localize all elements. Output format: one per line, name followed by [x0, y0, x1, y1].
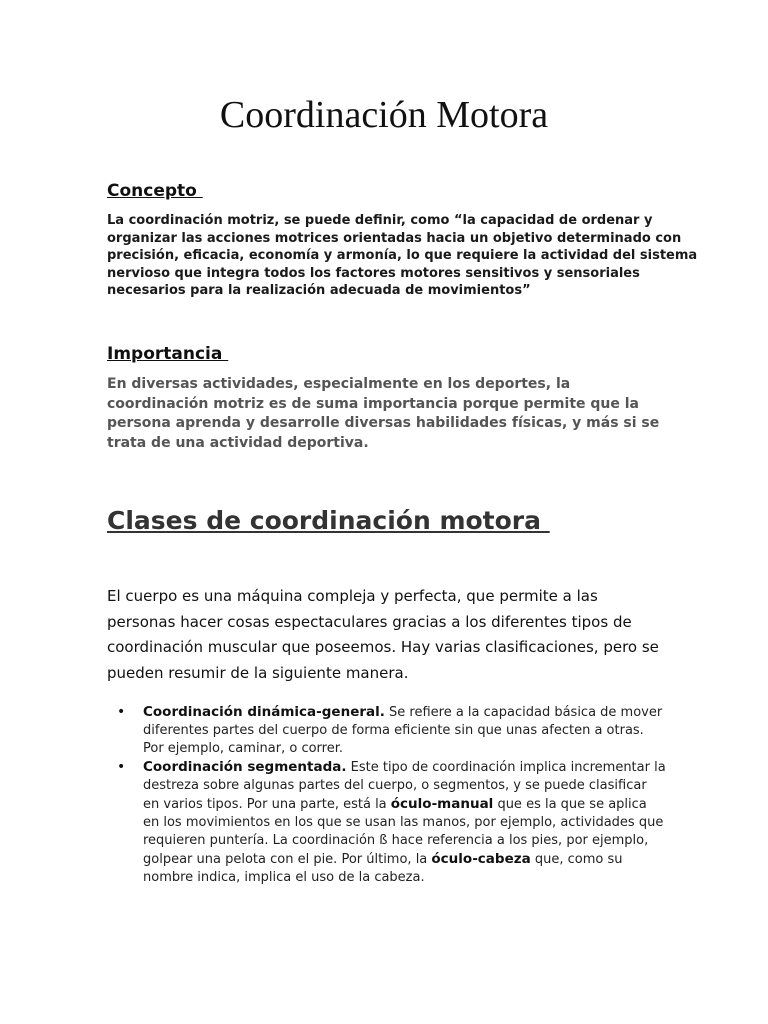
list-item-text: Se refiere a la capacidad básica de mover diferentes partes del cuerpo de forma eficiente sin que unas afecten a otras. Por ejemplo, caminar, o correr. [143, 705, 663, 756]
list-item-term: Coordinación segmentada. [143, 759, 347, 775]
list-item-text: que, como su nombre indica, implica el uso de la cabeza. [143, 852, 623, 885]
list-item-term-oculo-cabeza: óculo-cabeza [431, 851, 531, 867]
list-item-term: Coordinación dinámica-general. [143, 704, 385, 720]
list-item [107, 703, 667, 758]
list-item-term-oculo-manual: óculo-manual [390, 796, 494, 812]
list-item [107, 758, 667, 887]
page-title: Coordinación Motora [219, 94, 549, 136]
list-item-text: que es la que se aplica en los movimientos en los que se usan las manos, por ejemplo, actividades que requieren puntería. La coordinación ß hace referencia a los pies, por ejemplo, golpear una pelota con el pie. Por último, la [143, 797, 664, 867]
clases-heading: Clases de coordinación motora [107, 506, 550, 535]
clases-intro: El cuerpo es una máquina compleja y perfecta, que permite a las personas hacer cosas espectaculares gracias a los diferentes tipos de coordinación muscular que poseemos. Hay varias clasificaciones, pero se pueden resumir de la siguiente manera. [107, 587, 659, 682]
importancia-text: En diversas actividades, especialmente en los deportes, la coordinación motriz es de suma importancia porque permite que la persona aprenda y desarrolle diversas habilidades físicas, y más si se trata de una actividad deportiva. [107, 376, 660, 451]
clases-list [107, 703, 667, 887]
importancia-heading: Importancia [107, 344, 229, 364]
list-item-text: Este tipo de coordinación implica incrementar la destreza sobre algunas partes del cuerpo, o segmentos, y se puede clasificar en varios tipos. Por una parte, está la [143, 760, 666, 812]
concepto-heading: Concepto [107, 181, 203, 201]
concepto-text: La coordinación motriz, se puede definir, como “la capacidad de ordenar y organizar las acciones motrices orientadas hacia un objetivo determinado con precisión, eficacia, economía y armonía, lo que requiere la actividad del sistema nervioso que integra todos los factores motores sensitivos y sensoriales necesarios para la realización adecuada de movimientos” [107, 213, 698, 298]
